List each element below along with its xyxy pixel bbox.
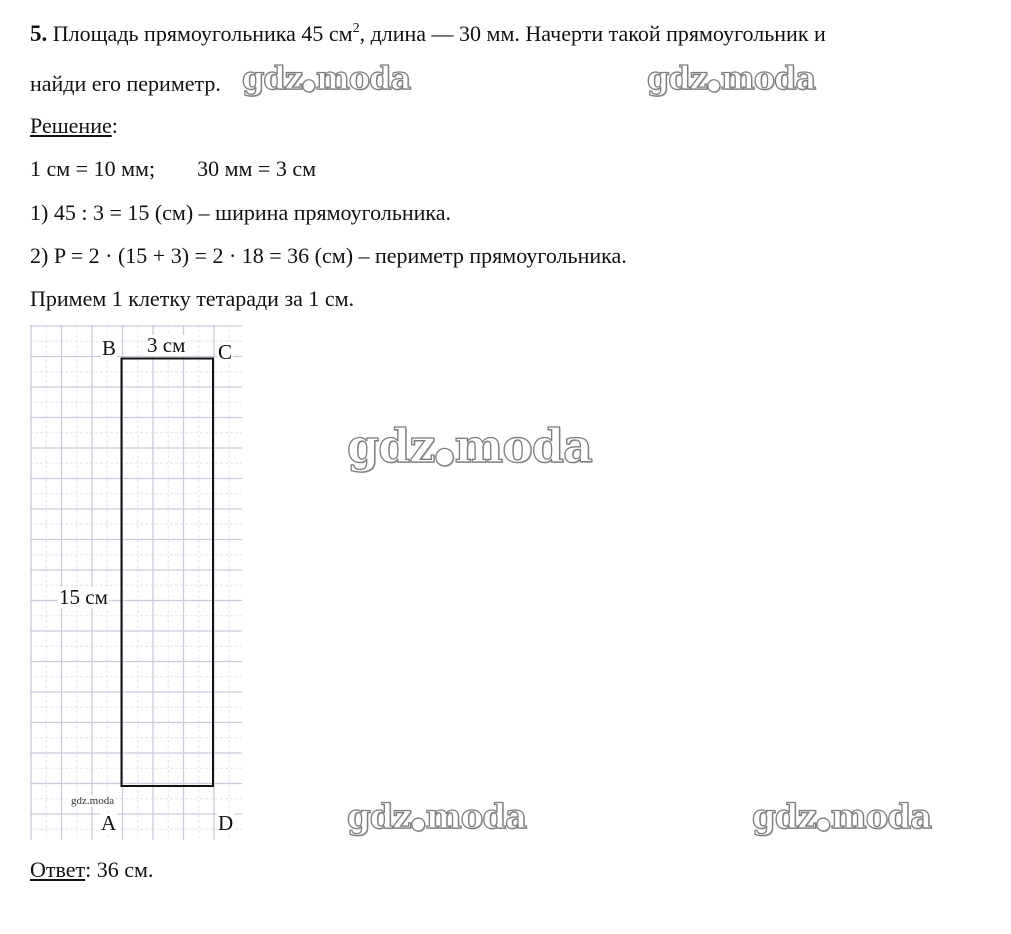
watermark-top-left — [242, 59, 411, 97]
vertex-c-label: C — [218, 340, 233, 364]
height-label: 15 см — [59, 585, 108, 609]
superscript-2: 2 — [352, 21, 360, 36]
width-label: 3 см — [147, 333, 186, 357]
watermark-dot: ● — [434, 442, 455, 470]
watermark-dot: ● — [706, 74, 721, 94]
watermark-bottom-left — [347, 797, 527, 837]
watermark-dot: ● — [815, 814, 831, 835]
watermark-text-a: gdz — [647, 59, 707, 97]
unit-conversion — [30, 155, 316, 183]
solution-heading-colon: : — [111, 113, 118, 138]
vertex-a-label: A — [101, 811, 117, 835]
solution-heading-label: Решение — [30, 113, 112, 138]
answer-value: : 36 см. — [85, 857, 154, 882]
step-1: 1) 45 : 3 = 15 (см) – ширина прямоугольника. — [30, 200, 452, 225]
watermark-text-a: gdz — [347, 419, 435, 473]
conversion-2: 30 мм = 3 см — [197, 156, 316, 181]
watermark-text-a: gdz — [242, 59, 302, 97]
answer-label: Ответ — [30, 857, 86, 882]
watermark-bottom-right — [752, 797, 932, 837]
vertex-b-label: B — [102, 336, 117, 360]
watermark-text-b: moda — [425, 797, 527, 837]
watermark-text-b: moda — [454, 419, 592, 473]
watermark-text-a: gdz — [752, 797, 816, 837]
problem-text-cont: , длина — 30 мм. Начерти такой прямоугольник и — [359, 21, 826, 46]
step-2: 2) P = 2 · (15 + 3) = 2 · 18 = 36 (см) – периметр прямоугольника. — [30, 243, 627, 268]
watermark-top-right — [647, 59, 816, 97]
problem-line-1 — [30, 20, 826, 48]
assumption: Примем 1 клетку тетаради за 1 см. — [30, 286, 355, 311]
problem-text: Площадь прямоугольника 45 см — [52, 21, 353, 46]
watermark-dot: ● — [410, 814, 426, 835]
answer-line — [30, 856, 153, 884]
watermark-text-a: gdz — [347, 797, 411, 837]
watermark-text-b: moda — [830, 797, 932, 837]
small-watermark: gdz.moda — [71, 795, 115, 807]
rectangle-figure — [30, 325, 242, 840]
solution-heading — [30, 112, 118, 140]
vertex-d-label: D — [218, 811, 234, 835]
conversion-1: 1 см = 10 мм; — [30, 156, 156, 181]
watermark-center — [347, 419, 592, 473]
problem-line-2: найди его периметр. — [30, 71, 221, 96]
watermark-text-b: moda — [315, 59, 411, 97]
watermark-dot: ● — [301, 74, 316, 94]
problem-number: 5. — [30, 21, 48, 46]
watermark-text-b: moda — [720, 59, 816, 97]
grid-paper — [30, 325, 242, 840]
